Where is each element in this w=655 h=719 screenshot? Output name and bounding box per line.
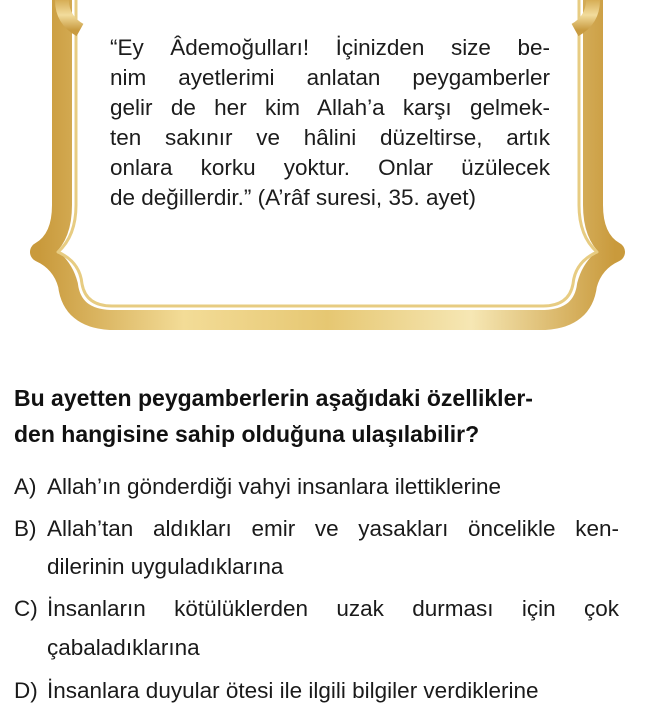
quote-line: de değillerdir.” (A’râf suresi, 35. ayet) — [110, 185, 476, 210]
option-letter: A) — [14, 474, 37, 499]
option-text: dilerinin uyguladıklarına — [47, 554, 284, 579]
option-text: İnsanların kötülüklerden uzak durması için çok — [47, 596, 619, 621]
quote-line: “Ey Âdemoğulları! İçinizden size be- — [110, 35, 550, 60]
option-text: çabaladıklarına — [47, 635, 200, 660]
quote-line: nim ayetlerimi anlatan peygamberler — [110, 65, 550, 90]
option-text: Allah’ın gönderdiği vahyi insanlara ilettiklerine — [47, 474, 502, 499]
option-text: Allah’tan aldıkları emir ve yasakları öncelikle ken- — [47, 516, 619, 541]
question-line: den hangisine sahip olduğuna ulaşılabilir? — [14, 421, 480, 447]
option-letter: D) — [14, 678, 38, 703]
quote-line: onlara korku yoktur. Onlar üzülecek — [110, 155, 550, 180]
option-text: İnsanlara duyular ötesi ile ilgili bilgiler verdiklerine — [47, 678, 539, 703]
quote-line: gelir de her kim Allah’a karşı gelmek- — [110, 95, 550, 120]
option-letter: B) — [14, 516, 37, 541]
question-line: Bu ayetten peygamberlerin aşağıdaki özellikler- — [14, 385, 533, 411]
option-letter: C) — [14, 596, 38, 621]
quote-line: ten sakınır ve hâlini düzeltirse, artık — [110, 125, 550, 150]
